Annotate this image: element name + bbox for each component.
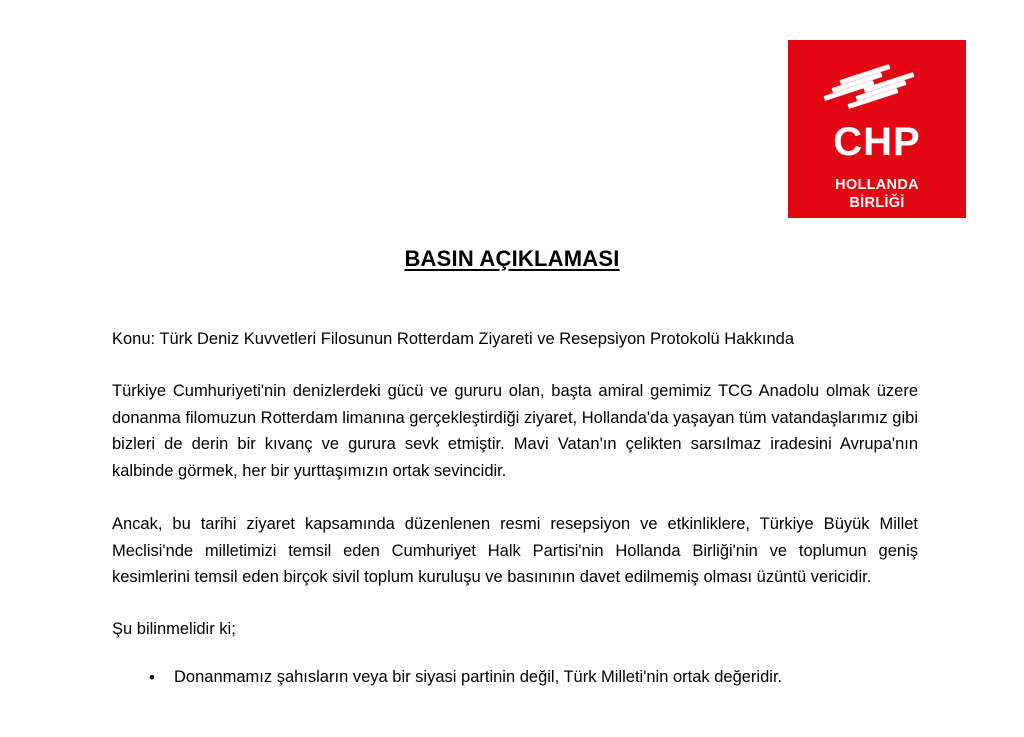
paragraph-2: Ancak, bu tarihi ziyaret kapsamında düzenlenen resmi resepsiyon ve etkinliklere, Türkiye Büyük Millet Meclisi'nde milletimizi temsil eden Cumhuriyet Halk Partisi'nin Hollanda Birliği'nin ve toplumun geniş kesimlerini temsil eden birçok sivil toplum kuruluşu ve basınının davet edilmemiş olması üzüntü vericidir. xyxy=(112,514,918,587)
page-title: BASIN AÇIKLAMASI xyxy=(404,246,620,271)
list-item: • Donanmamız şahısların veya bir siyasi partinin değil, Türk Milleti'nin ortak değeridir. xyxy=(174,664,918,690)
subject-line: Konu: Türk Deniz Kuvvetleri Filosunun Rotterdam Ziyareti ve Resepsiyon Protokolü Hakkında xyxy=(112,330,795,348)
chp-logo xyxy=(788,40,966,218)
six-arrows-icon xyxy=(817,66,937,118)
document-body xyxy=(112,328,918,694)
logo-brand-text: CHP xyxy=(833,120,921,164)
bullet-list xyxy=(112,664,918,690)
logo-subtitle xyxy=(835,176,919,212)
paragraph-1: Türkiye Cumhuriyeti'nin denizlerdeki gücü ve gururu olan, başta amiral gemimiz TCG Anadolu olmak üzere donanma filomuzun Rotterdam limanına gerçekleştirdiği ziyaret, Hollanda'da yaşayan tüm vatandaşlarımız gibi bizleri de derin bir kıvanç ve gurura sevk etmiştir. Mavi Vatan'ın çelikten sarsılmaz iradesini Avrupa'nın kalbinde görmek, her bir yurttaşımızın ortak sevincidir. xyxy=(112,381,918,481)
logo-subtitle-line2: BİRLİĞİ xyxy=(849,195,905,212)
lead-in-text: Şu bilinmelidir ki; xyxy=(112,619,236,638)
logo-subtitle-line1: HOLLANDA xyxy=(835,177,919,193)
